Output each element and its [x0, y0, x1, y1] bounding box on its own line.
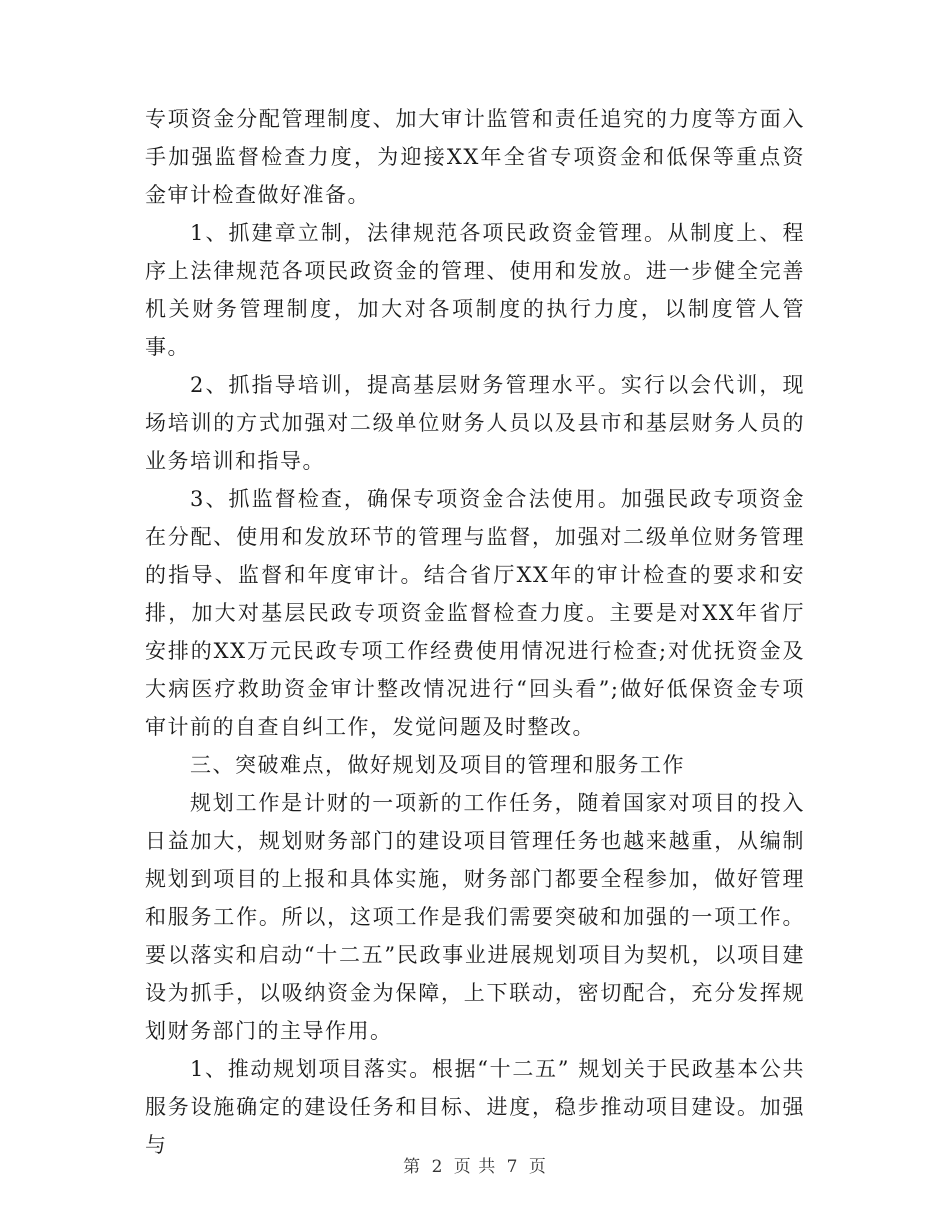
paragraph-item-1: 1、抓建章立制，法律规范各项民政资金管理。从制度上、程序上法律规范各项民政资金的管理、使用和发放。进一步健全完善机关财务管理制度，加大对各项制度的执行力度，以制度管人管事。: [145, 221, 805, 359]
paragraph-item-3: 3、抓监督检查，确保专项资金合法使用。加强民政专项资金在分配、使用和发放环节的管理与监督，加强对二级单位财务管理的指导、监督和年度审计。结合省厅XX年的审计检查的要求和安排，加大对基层民政专项资金监督检查力度。主要是对XX年省厅安排的XX万元民政专项工作经费使用情况进行检查;对优抚资金及大病医疗救助资金审计整改情况进行“回头看”;做好低保资金专项审计前的自查自纠工作，发觉问题及时整改。: [145, 487, 805, 739]
paragraph-item-2: 2、抓指导培训，提高基层财务管理水平。实行以会代训，现场培训的方式加强对二级单位财务人员以及县市和基层财务人员的业务培训和指导。: [145, 373, 805, 473]
paragraph-section-3-body: 规划工作是计财的一项新的工作任务，随着国家对项目的投入日益加大，规划财务部门的建设项目管理任务也越来越重，从编制规划到项目的上报和具体实施，财务部门都要全程参加，做好管理和服务工作。所以，这项工作是我们需要突破和加强的一项工作。要以落实和启动“十二五”民政事业进展规划项目为契机，以项目建设为抓手，以吸纳资金为保障，上下联动，密切配合，充分发挥规划财务部门的主导作用。: [145, 791, 805, 1043]
paragraph-item-3-1: 1、推动规划项目落实。根据“十二五” 规划关于民政基本公共服务设施确定的建设任务和目标、进度，稳步推动项目建设。加强与: [145, 1057, 805, 1157]
footer-middle: 页 共: [453, 1157, 497, 1177]
document-body: [145, 100, 805, 1164]
footer-prefix: 第: [403, 1157, 422, 1177]
paragraph-continuation: 专项资金分配管理制度、加大审计监管和责任追究的力度等方面入手加强监督检查力度，为迎接XX年全省专项资金和低保等重点资金审计检查做好准备。: [145, 107, 805, 207]
page-footer: [0, 1152, 950, 1177]
footer-suffix: 页: [528, 1157, 547, 1177]
section-heading-3: 三、突破难点，做好规划及项目的管理和服务工作: [190, 753, 685, 777]
footer-total-pages: 7: [506, 1157, 519, 1177]
footer-page-number: 2: [431, 1157, 444, 1177]
